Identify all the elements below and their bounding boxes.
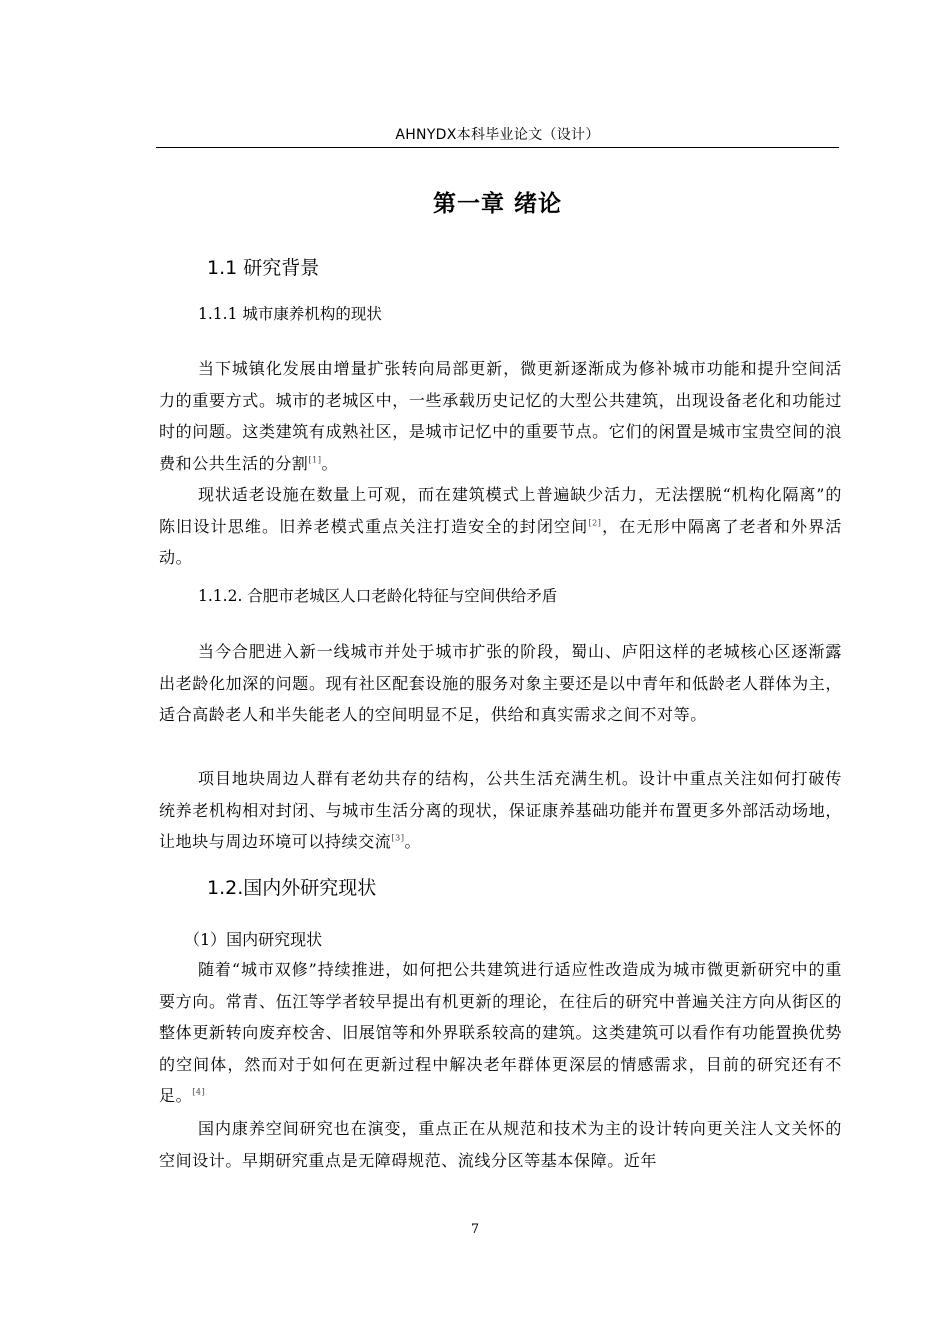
paragraph-1-2-a bbox=[159, 954, 842, 1112]
paragraph-text: 随着“城市双修”持续推进，如何把公共建筑进行适应性改造成为城市微更新研究中的重要方向。常青、伍江等学者较早提出有机更新的理论，在往后的研究中普遍关注方向从街区的整体更新转向废弃校舍、旧展馆等和外界联系较高的建筑。这类建筑可以看作有功能置换优势的空间体，然而对于如何在更新过程中解决老年群体更深层的情感需求，目前的研究还有不足。 bbox=[159, 960, 842, 1105]
page-number: 7 bbox=[470, 1222, 480, 1237]
section-heading-1-1: 1.1 研究背景 bbox=[207, 257, 320, 279]
paragraph-1-1-1-b bbox=[159, 479, 842, 574]
running-header: AHNYDX本科毕业论文（设计） bbox=[395, 127, 600, 143]
subsection-heading-1-1-1: 1.1.1 城市康养机构的现状 bbox=[198, 305, 382, 323]
paragraph-text-end: 。 bbox=[404, 832, 422, 851]
citation-ref: [4] bbox=[192, 1087, 206, 1097]
paragraph-text: 当下城镇化发展由增量扩张转向局部更新，微更新逐渐成为修补城市功能和提升空间活力的重要方式。城市的老城区中，一些承载历史记忆的大型公共建筑，出现设备老化和功能过时的问题。这类建筑有成熟社区，是城市记忆中的重要节点。它们的闲置是城市宝贵空间的浪费和公共生活的分割 bbox=[159, 359, 842, 473]
paragraph-1-1-2-b bbox=[159, 763, 842, 858]
paragraph-1-1-1-a bbox=[159, 353, 842, 479]
citation-ref: [1] bbox=[308, 455, 322, 465]
paragraph-text-end: ，在无形中隔离了老者和外界活动。 bbox=[159, 516, 842, 567]
paragraph-text-end: 。 bbox=[321, 453, 339, 473]
paragraph-text: 现状适老设施在数量上可观，而在建筑模式上普遍缺少活力，无法摆脱“机构化隔离”的陈旧设计思维。旧养老模式重点关注打造安全的封闭空间 bbox=[159, 485, 842, 536]
paragraph-1-2-b: 国内康养空间研究也在演变，重点正在从规范和技术为主的设计转向更关注人文关怀的空间设计。早期研究重点是无障碍规范、流线分区等基本保障。近年 bbox=[159, 1119, 842, 1170]
citation-ref: [2] bbox=[588, 518, 602, 528]
paragraph-text: 项目地块周边人群有老幼共存的结构，公共生活充满生机。设计中重点关注如何打破传统养老机构相对封闭、与城市生活分离的现状，保证康养基础功能并布置更多外部活动场地，让地块与周边环境可以持续交流 bbox=[159, 769, 842, 851]
subsection-label-domestic: （1）国内研究现状 bbox=[184, 930, 323, 949]
section-heading-1-2: 1.2.国内外研究现状 bbox=[207, 877, 377, 899]
subsection-heading-1-1-2: 1.1.2. 合肥市老城区人口老龄化特征与空间供给矛盾 bbox=[198, 587, 558, 605]
paragraph-1-1-2-a: 当今合肥进入新一线城市并处于城市扩张的阶段，蜀山、庐阳这样的老城核心区逐渐露出老龄化加深的问题。现有社区配套设施的服务对象主要还是以中青年和低龄老人群体为主，适合高龄老人和半失能老人的空间明显不足，供给和真实需求之间不对等。 bbox=[159, 642, 842, 724]
chapter-title: 第一章 绪论 bbox=[432, 191, 562, 217]
header-rule bbox=[156, 147, 839, 148]
citation-ref: [3] bbox=[391, 833, 405, 843]
